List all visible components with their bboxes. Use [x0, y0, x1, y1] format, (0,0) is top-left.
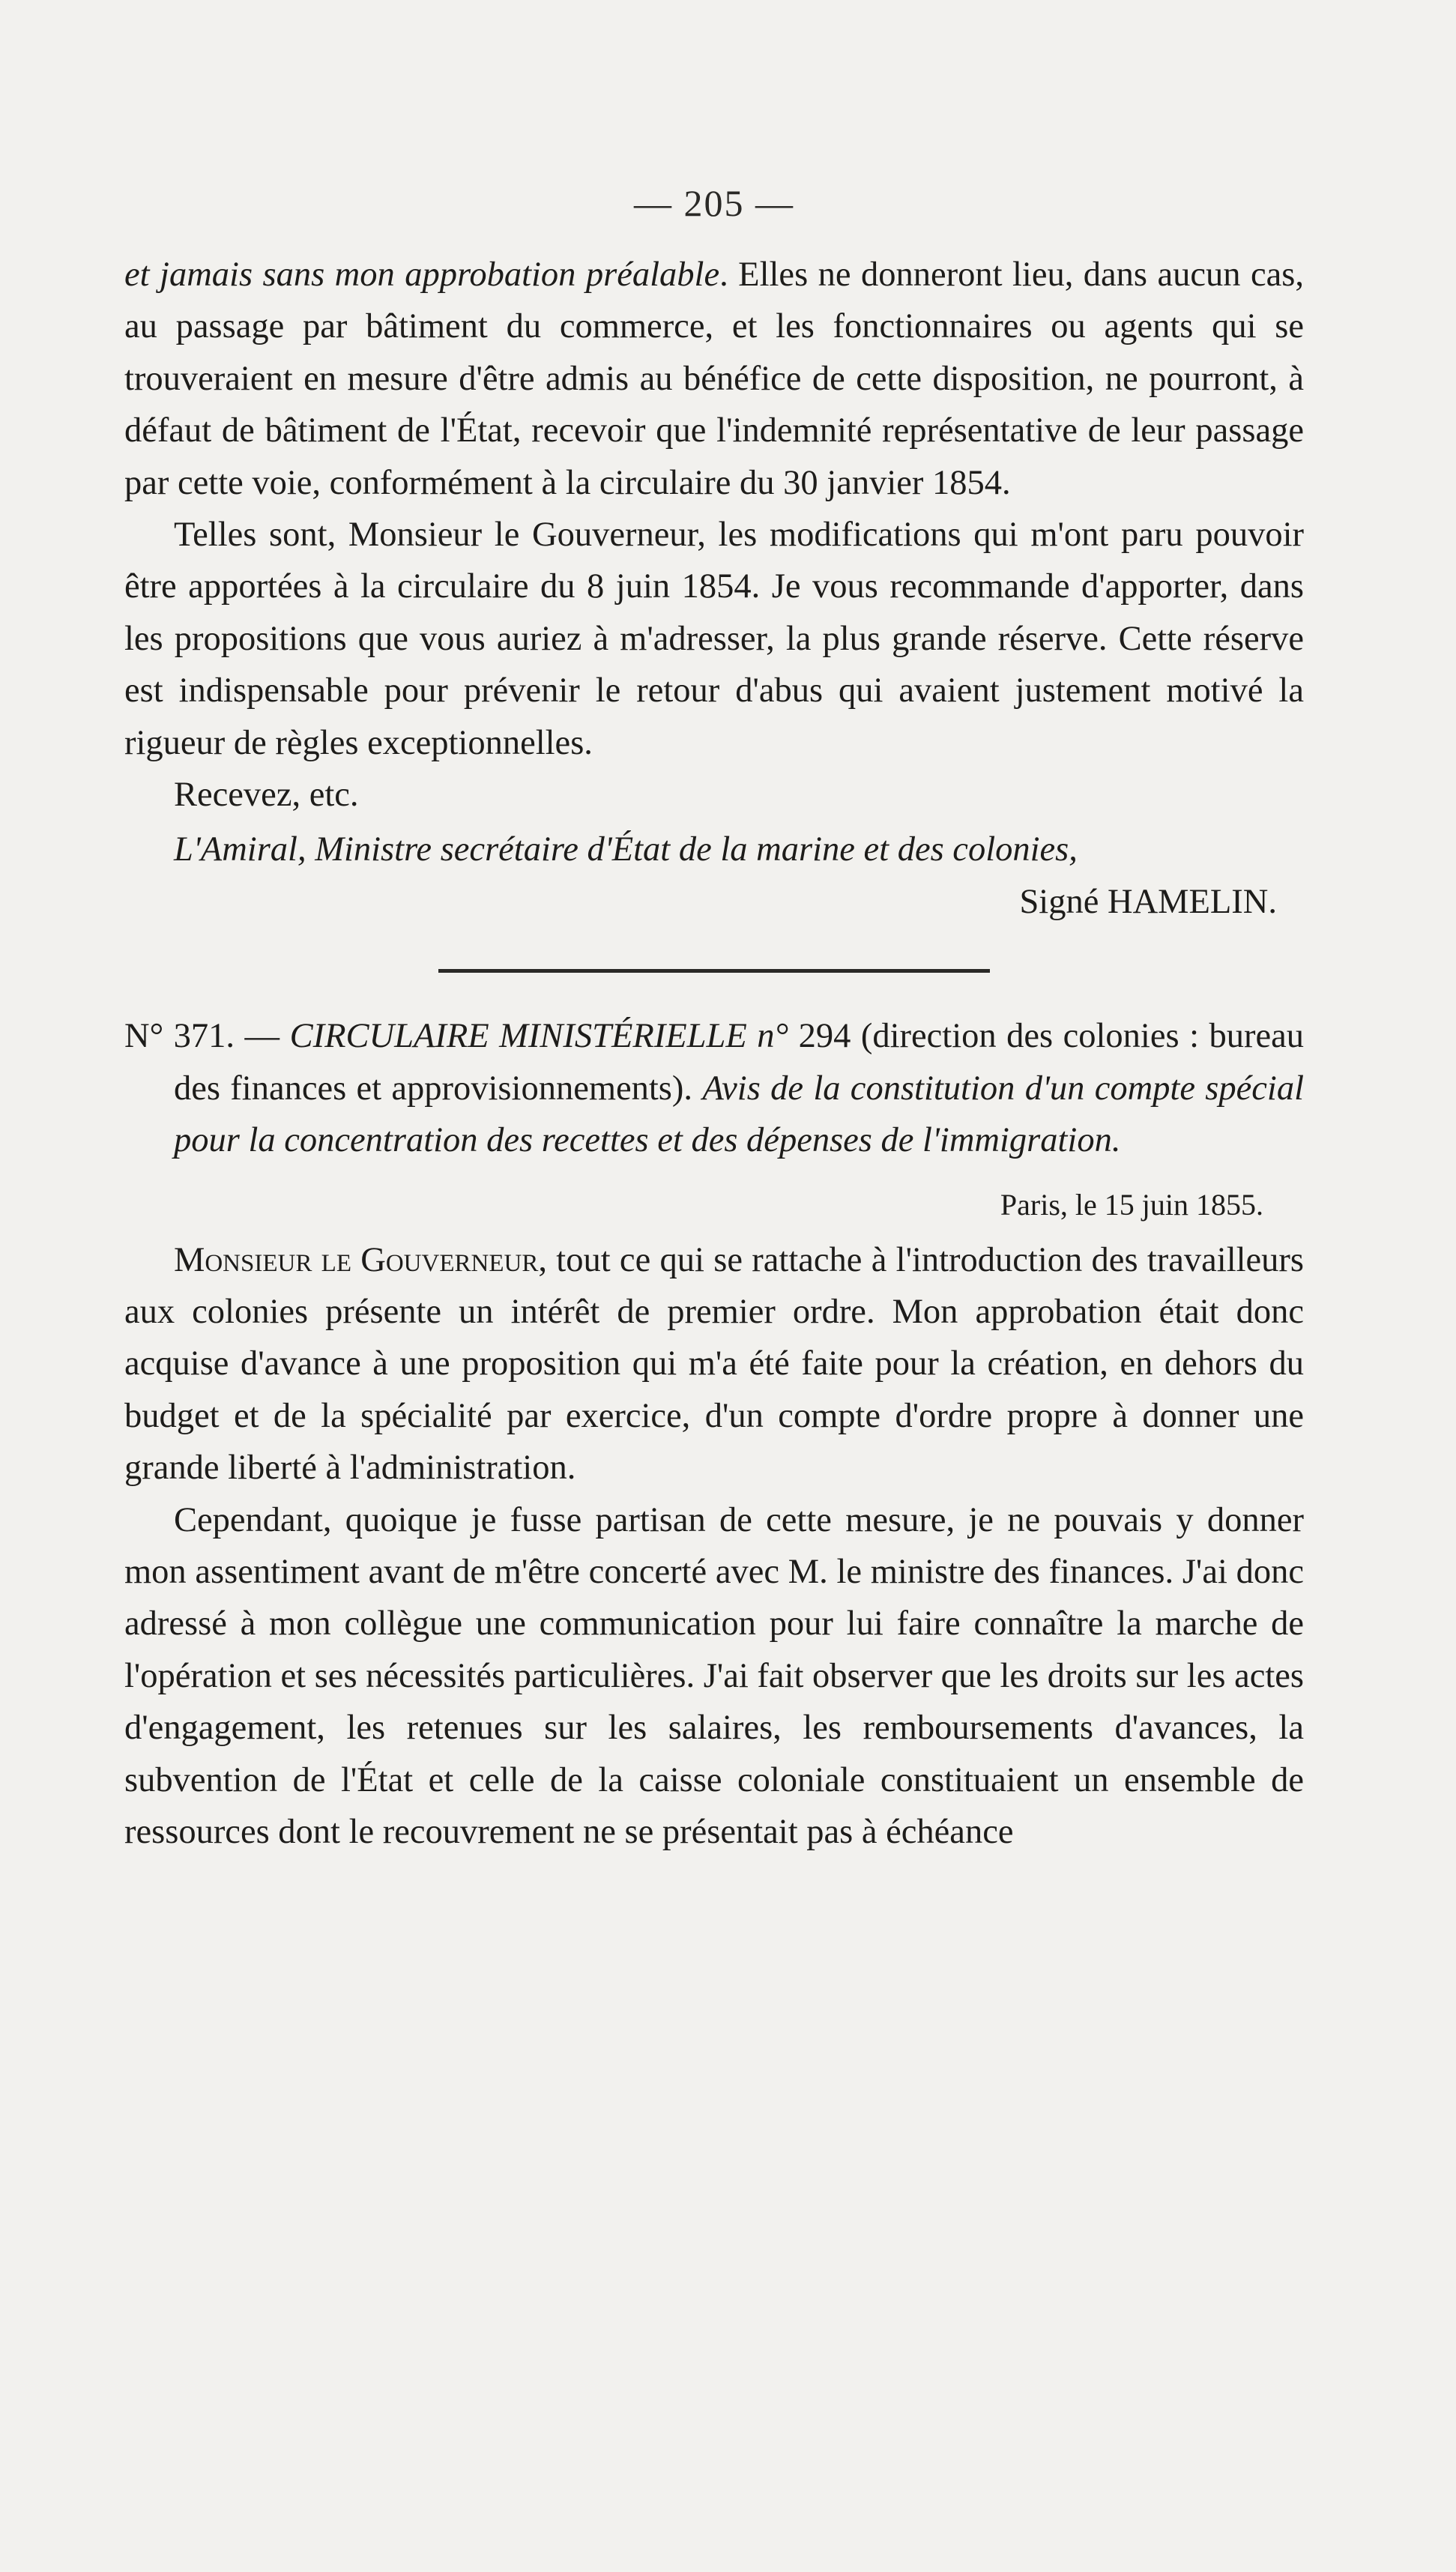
section-divider: [438, 969, 990, 973]
signatory-name: Signé HAMELIN.: [1019, 882, 1277, 921]
book-page: [124, 180, 1304, 1858]
body-paragraph-1-text: , tout ce qui se rattache à l'introduction des travailleurs aux colonies présente un intérêt de premier ordre. Mon approbation était donc acquise d'avance à une proposition qui m'a été faite pour la création, en dehors du budget et de la spécialité par exercice, d'un compte d'ordre propre à donner une grande liberté à l'administration.: [124, 1240, 1305, 1488]
closing-formula: Recevez, etc.: [174, 776, 359, 815]
circular-heading: [124, 1010, 1304, 1166]
body-paragraph-1: [124, 1234, 1304, 1494]
modifications-paragraph: Telles sont, Monsieur le Gouverneur, les modifications qui m'ont paru pouvoir être apportées à la circulaire du 8 juin 1854. Je vous recommande d'apporter, dans les propositions que vous auriez à m'adresser, la plus grande réserve. Cette réserve est indispensable pour prévenir le retour d'abus qui avaient justement motivé la rigueur de règles exceptionnelles.: [124, 516, 1304, 762]
body-paragraph-2: Cependant, quoique je fusse partisan de cette mesure, je ne pouvais y donner mon assentiment avant de m'être concerté avec M. le ministre des finances. J'ai donc adressé à mon collègue une communication pour lui faire connaître la marche de l'opération et ses nécessités particulières. J'ai fait observer que les droits sur les actes d'engagement, les retenues sur les salaires, les remboursements d'avances, la subvention de l'État et celle de la caisse coloniale constituaient un ensemble de ressources dont le recouvrement ne se présentait pas à échéance: [124, 1500, 1304, 1851]
page-number: — 205 —: [634, 182, 794, 224]
circular-number: N° 371. —: [124, 1017, 290, 1056]
salutation: Monsieur le Gouverneur: [174, 1240, 539, 1279]
continuation-italic-lead: et jamais sans mon approbation préalable: [124, 256, 720, 294]
continuation-paragraph: [124, 249, 1304, 509]
continuation-text: . Elles ne donneront lieu, dans aucun cas, au passage par bâtiment du commerce, et les fonctionnaires ou agents qui se trouveraient en mesure d'être admis au bénéfice de cette disposition, ne pourront, à défaut de bâtiment de l'État, recevoir que l'indemnité représentative de leur passage par cette voie, conformément à la circulaire du 30 janvier 1854.: [124, 256, 1304, 502]
date-line: Paris, le 15 juin 1855.: [1000, 1187, 1263, 1222]
circular-title: CIRCULAIRE MINISTÉRIELLE n°: [289, 1017, 799, 1056]
signatory-title: L'Amiral, Ministre secrétaire d'État de la marine et des colonies,: [174, 830, 1078, 869]
circular-subject: Avis de la constitution d'un compte spécial pour la concentration des recettes et des dépenses de l'immigration.: [174, 1069, 1304, 1160]
circular-reference: 294 (direction des colonies : bureau des finances et approvisionnements).: [174, 1017, 1305, 1108]
